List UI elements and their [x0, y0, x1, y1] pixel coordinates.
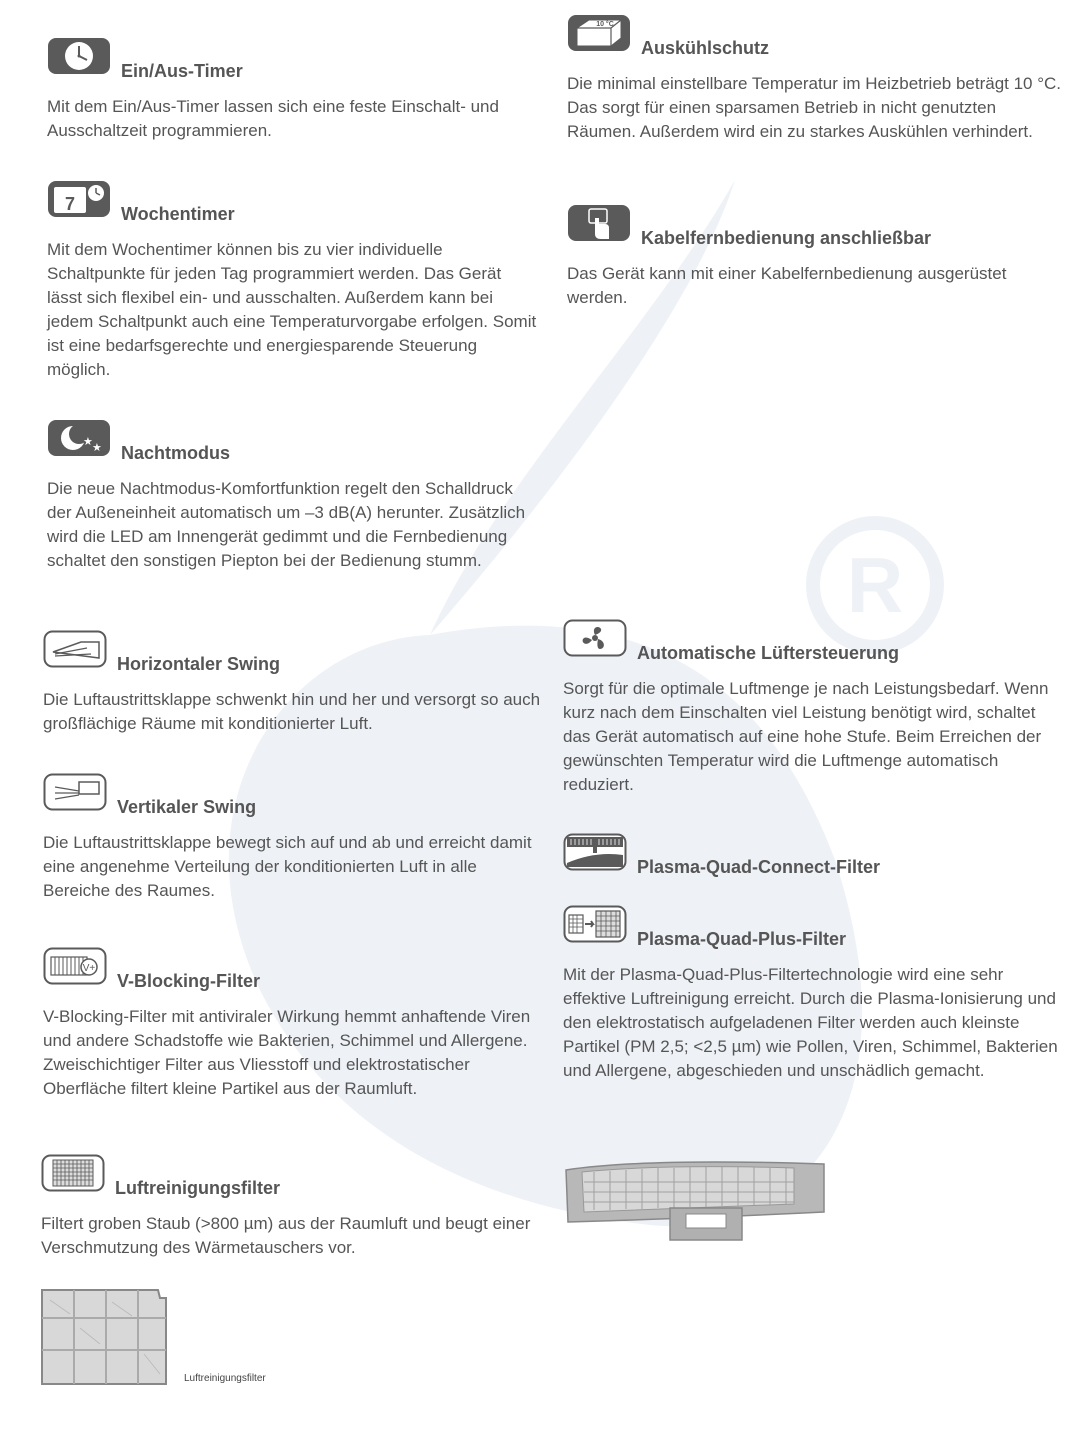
- svg-text:★: ★: [92, 441, 102, 454]
- frost-protection-icon: [567, 14, 631, 52]
- horizontal-swing-icon: [43, 630, 107, 668]
- feature-description: Mit dem Wochentimer können bis zu vier individuelle Schaltpunkte für jeden Tag programmiert werden. Das Gerät lässt sich flexibel ein- und ausschalten. Außerdem kann bei jedem Schaltpunkt auch eine Temperaturvorgabe erfolgen. Somit ist eine bedarfsgerechte und energiesparende Steuerung möglich.: [47, 240, 537, 379]
- feature-description: Filtert groben Staub (>800 µm) aus der Raumluft und beugt einer Verschmutzung des Wärmetauschers vor.: [41, 1214, 531, 1257]
- v-plus-label: V+: [82, 963, 96, 974]
- vertical-swing-icon: [43, 773, 107, 811]
- v-blocking-filter-icon: [43, 947, 107, 985]
- feature-v-blocking-filter: [43, 947, 543, 1101]
- feature-horizontaler-swing: [43, 630, 543, 736]
- feature-description: V-Blocking-Filter mit antiviraler Wirkung hemmt anhaftende Viren und andere Schadstoffe wie Bakterien, Schimmel und Allergene. Zweischichtiger Filter aus Vliesstoff und elektrostatischer Oberfläche filtert kleine Partikel aus der Raumluft.: [43, 1007, 531, 1098]
- feature-description: Mit dem Ein/Aus-Timer lassen sich eine feste Einschalt- und Ausschaltzeit programmieren.: [47, 97, 499, 140]
- feature-title: Plasma-Quad-Plus-Filter: [637, 929, 847, 949]
- week-calendar-icon: [47, 180, 111, 218]
- moon-stars-icon: [47, 419, 111, 457]
- feature-vertikaler-swing: [43, 773, 543, 903]
- feature-title: Luftreinigungsfilter: [115, 1178, 280, 1198]
- feature-auskuehlschutz: [567, 14, 1062, 144]
- wired-remote-icon: [567, 204, 631, 242]
- feature-automatische-lueftersteuerung: [563, 619, 1062, 797]
- feature-title: Nachtmodus: [121, 443, 231, 463]
- svg-text:★: ★: [83, 435, 93, 448]
- feature-kabelfernbedienung: [567, 204, 1062, 310]
- feature-description: Mit der Plasma-Quad-Plus-Filtertechnologie wird eine sehr effektive Luftreinigung erreicht. Durch die Plasma-Ionisierung und den elektrostatisch aufgeladenen Filter werden auch kleinste Partikel (PM 2,5; <2,5 µm) wie Pollen, Viren, Schimmel, Bakterien und Allergene, abgeschieden und unschädlich gemacht.: [563, 965, 1058, 1080]
- temperature-label: 10 °C: [596, 21, 614, 28]
- plasma-filter-photo: [564, 1156, 830, 1248]
- feature-title: Kabelfernbedienung anschließbar: [641, 228, 932, 248]
- feature-title: Horizontaler Swing: [117, 654, 281, 674]
- air-filter-icon: [41, 1154, 105, 1192]
- air-filter-photo: [40, 1288, 168, 1386]
- feature-luftreinigungsfilter: [41, 1154, 541, 1260]
- feature-ein-aus-timer: [47, 37, 537, 143]
- feature-description: Sorgt für die optimale Luftmenge je nach Leistungsbedarf. Wenn kurz nach dem Einschalten viel Leistung benötigt wird, schaltet das Gerät automatisch auf eine hohe Stufe. Beim Erreichen der gewünschten Temperatur wird die Luftmenge automatisch reduziert.: [563, 679, 1049, 794]
- feature-plasma-quad-connect-filter: [563, 833, 1062, 877]
- feature-title: V-Blocking-Filter: [117, 971, 261, 991]
- feature-description: Die minimal einstellbare Temperatur im Heizbetrieb beträgt 10 °C. Das sorgt für einen sparsamen Betrieb in nicht genutzten Räumen. Außerdem wird ein zu starkes Auskühlen verhindert.: [567, 74, 1062, 141]
- feature-description: Die Luftaustrittsklappe schwenkt hin und her und versorgt so auch großflächige Räume mit konditionierter Luft.: [43, 690, 541, 733]
- feature-description: Das Gerät kann mit einer Kabelfernbedienung ausgerüstet werden.: [567, 264, 1007, 307]
- feature-wochentimer: [47, 180, 537, 382]
- photo-caption: Luftreinigungsfilter: [184, 1373, 266, 1384]
- feature-description: Die neue Nachtmodus-Komfortfunktion regelt den Schalldruck der Außeneinheit automatisch um –3 dB(A) herunter. Zusätzlich wird die LED am Innengerät gedimmt und die Fernbedienung schaltet den sonstigen Piepton bei der Bedienung stumm.: [47, 479, 526, 570]
- feature-plasma-quad-plus-filter: [563, 905, 1062, 1083]
- plasma-connect-icon: [563, 833, 627, 871]
- fan-icon: [563, 619, 627, 657]
- feature-title: Ein/Aus-Timer: [121, 61, 243, 81]
- plasma-plus-icon: [563, 905, 627, 943]
- feature-title: Plasma-Quad-Connect-Filter: [637, 857, 881, 877]
- clock-icon: [47, 37, 111, 75]
- feature-title: Vertikaler Swing: [117, 797, 257, 817]
- calendar-day-label: 7: [64, 194, 76, 214]
- feature-title: Automatische Lüftersteuerung: [637, 643, 900, 663]
- feature-title: Auskühlschutz: [641, 38, 770, 58]
- feature-description: Die Luftaustrittsklappe bewegt sich auf und ab und erreicht damit eine angenehme Verteilung der konditionierten Luft in alle Bereiche des Raumes.: [43, 833, 532, 900]
- watermark-letter: R: [846, 541, 904, 629]
- feature-nachtmodus: [47, 419, 537, 573]
- feature-title: Wochentimer: [121, 204, 235, 224]
